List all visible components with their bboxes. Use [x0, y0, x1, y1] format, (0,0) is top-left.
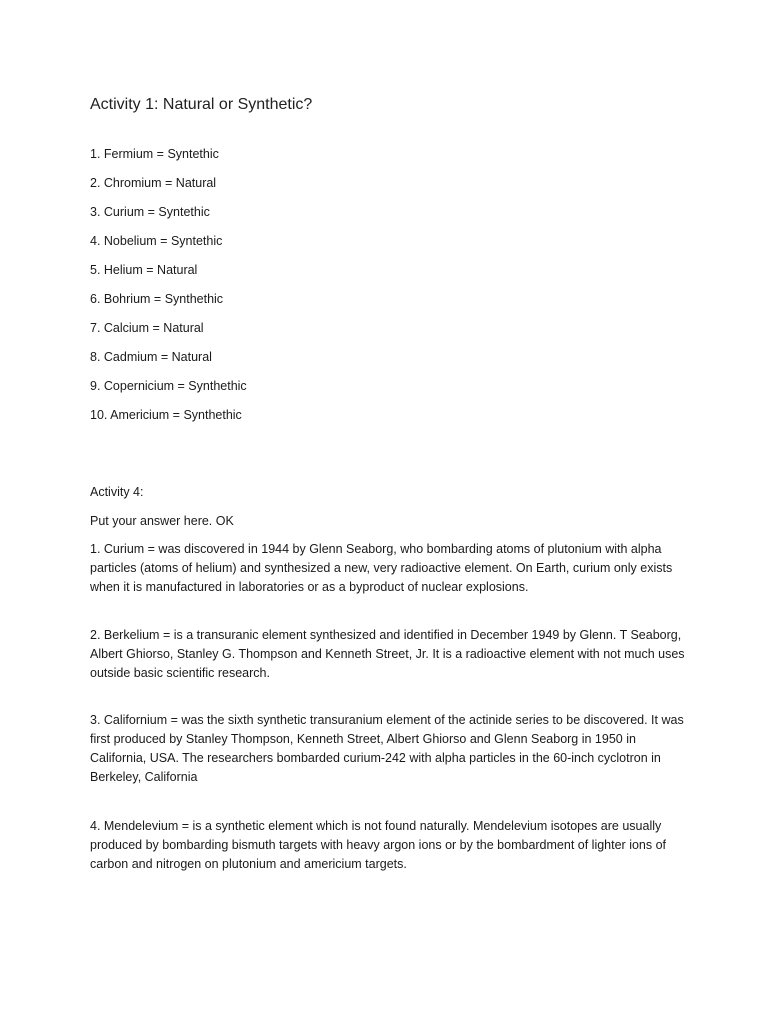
list-item: 9. Copernicium = Synthethic [90, 379, 247, 393]
list-item: 5. Helium = Natural [90, 263, 198, 277]
answer-paragraph-mendelevium: 4. Mendelevium = is a synthetic element which is not found naturally. Mendelevium isotopes are usually produced by bombarding bismuth targets with heavy argon ions or by the bombardment of lighter ions of carbon and nitrogen on plutonium and americium targets. [90, 819, 667, 871]
list-item: 10. Americium = Synthethic [90, 408, 242, 422]
answer-paragraph-curium: 1. Curium = was discovered in 1944 by Glenn Seaborg, who bombarding atoms of plutonium with alpha particles (atoms of helium) and synthesized a new, very radioactive element. On Earth, curium only exists when it is manufactured in laboratories or as a byproduct of nuclear explosions. [90, 542, 673, 594]
answer-paragraph-berkelium: 2. Berkelium = is a transuranic element synthesized and identified in December 1949 by Glenn. T Seaborg, Albert Ghiorso, Stanley G. Thompson and Kenneth Street, Jr. It is a radioactive element with not much uses outside basic scientific research. [90, 628, 685, 680]
answer-paragraph-californium: 3. Californium = was the sixth synthetic transuranium element of the actinide series to be discovered. It was first produced by Stanley Thompson, Kenneth Street, Albert Ghiorso and Glenn Seaborg in 1950 in California, USA. The researchers bombarded curium-242 with alpha particles in the 60-inch cyclotron in Berkeley, California [90, 713, 684, 784]
list-item: 2. Chromium = Natural [90, 176, 217, 190]
list-item: 6. Bohrium = Synthethic [90, 292, 224, 306]
list-item: 4. Nobelium = Syntethic [90, 234, 223, 248]
answer-intro: Put your answer here. OK [90, 514, 234, 528]
list-item: 3. Curium = Syntethic [90, 205, 210, 219]
list-item: 7. Calcium = Natural [90, 321, 204, 335]
activity4-heading: Activity 4: [90, 485, 144, 499]
list-item: 8. Cadmium = Natural [90, 350, 212, 364]
activity1-list [90, 146, 247, 436]
list-item: 1. Fermium = Syntethic [90, 147, 219, 161]
activity1-title: Activity 1: Natural or Synthetic? [90, 96, 313, 113]
